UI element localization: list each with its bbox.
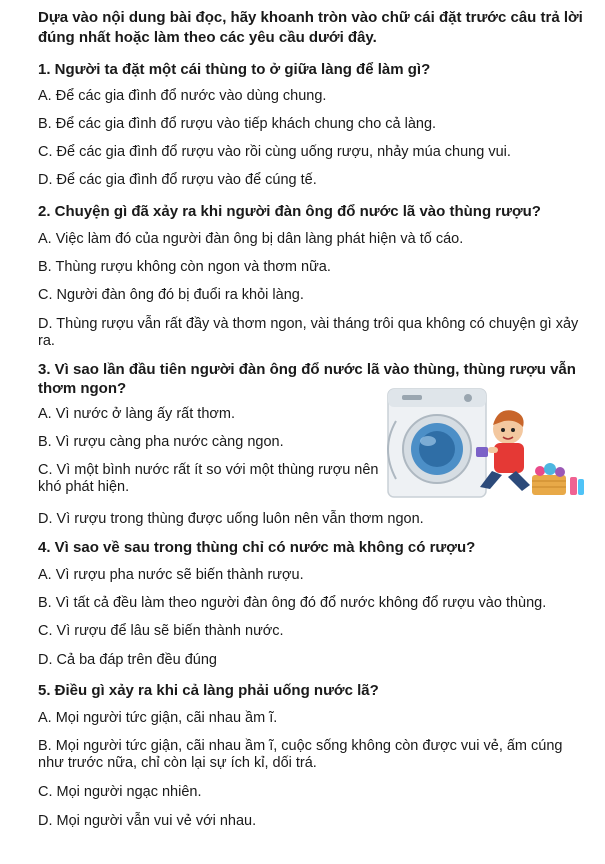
- question-1-option-d[interactable]: D. Để các gia đình đổ rượu vào để cúng tế.: [38, 172, 317, 188]
- question-3-option-c[interactable]: C. Vì một bình nước rất ít so với một thùng rượu nên khó phát hiện.: [38, 462, 379, 495]
- question-2: 2. Chuyện gì đã xảy ra khi người đàn ông đổ nước lã vào thùng rượu?: [38, 203, 541, 220]
- question-1: 1. Người ta đặt một cái thùng to ở giữa làng để làm gì?: [38, 61, 431, 78]
- child-washing-machine-illustration: [380, 385, 585, 503]
- question-5-option-d[interactable]: D. Mọi người vẫn vui vẻ với nhau.: [38, 813, 257, 829]
- question-2-option-d[interactable]: D. Thùng rượu vẫn rất đầy và thơm ngon, vài tháng trôi qua không có chuyện gì xảy ra.: [38, 316, 579, 349]
- question-5-option-b[interactable]: B. Mọi người tức giận, cãi nhau ầm ĩ, cuộc sống không còn được vui vẻ, ấm cúng như trước nữa, chỉ còn lại sự ích kỉ, dối trá.: [38, 738, 563, 771]
- question-4: 4. Vì sao về sau trong thùng chỉ có nước mà không có rượu?: [38, 539, 476, 556]
- question-5-option-c[interactable]: C. Mọi người ngạc nhiên.: [38, 784, 202, 800]
- question-1-option-b[interactable]: B. Để các gia đình đổ rượu vào tiếp khách chung cho cả làng.: [38, 116, 437, 132]
- question-2-option-c[interactable]: C. Người đàn ông đó bị đuổi ra khỏi làng.: [38, 287, 304, 303]
- question-5-option-a[interactable]: A. Mọi người tức giận, cãi nhau ầm ĩ.: [38, 710, 278, 726]
- question-3-option-d[interactable]: D. Vì rượu trong thùng được uống luôn nên vẫn thơm ngon.: [38, 511, 424, 527]
- question-2-option-a[interactable]: A. Việc làm đó của người đàn ông bị dân làng phát hiện và tố cáo.: [38, 231, 464, 247]
- question-4-option-b[interactable]: B. Vì tất cả đều làm theo người đàn ông đó đổ nước không đổ rượu vào thùng.: [38, 595, 547, 611]
- question-4-option-d[interactable]: D. Cả ba đáp trên đều đúng: [38, 652, 217, 668]
- question-3: 3. Vì sao lần đầu tiên người đàn ông đổ nước lã vào thùng, thùng rượu vẫn thơm ngon?: [38, 361, 576, 397]
- question-5: 5. Điều gì xảy ra khi cả làng phải uống nước lã?: [38, 682, 379, 699]
- instruction-text: Dựa vào nội dung bài đọc, hãy khoanh tròn vào chữ cái đặt trước câu trả lời đúng nhất hoặc làm theo các yêu cầu dưới đây.: [38, 9, 583, 46]
- question-4-option-c[interactable]: C. Vì rượu để lâu sẽ biến thành nước.: [38, 623, 284, 639]
- question-1-option-a[interactable]: A. Để các gia đình đổ nước vào dùng chung.: [38, 88, 327, 104]
- question-3-option-a[interactable]: A. Vì nước ở làng ấy rất thơm.: [38, 406, 235, 422]
- question-1-option-c[interactable]: C. Để các gia đình đổ rượu vào rồi cùng uống rượu, nhảy múa chung vui.: [38, 144, 511, 160]
- question-2-option-b[interactable]: B. Thùng rượu không còn ngon và thơm nữa.: [38, 259, 331, 275]
- question-3-option-b[interactable]: B. Vì rượu càng pha nước càng ngon.: [38, 434, 284, 450]
- question-4-option-a[interactable]: A. Vì rượu pha nước sẽ biến thành rượu.: [38, 567, 304, 583]
